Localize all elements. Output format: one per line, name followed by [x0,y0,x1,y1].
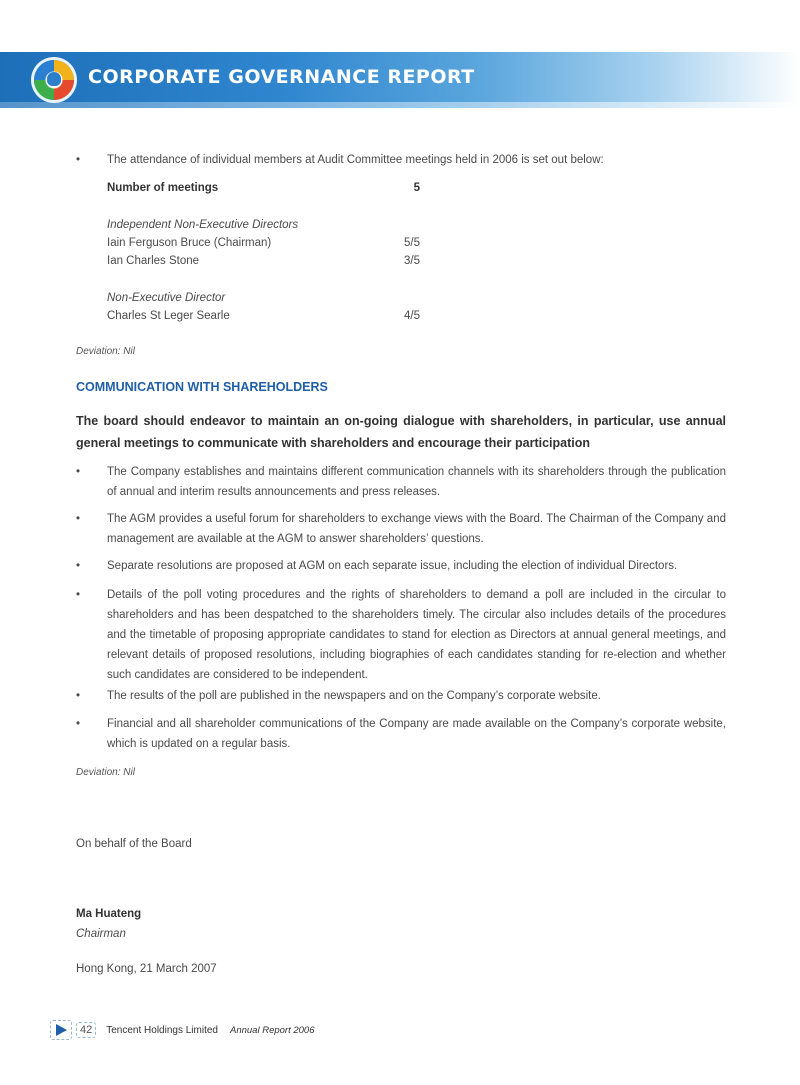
list-item [76,556,726,576]
signatory-name: Ma Huateng [76,908,142,920]
attendance-value: 4/5 [404,310,420,322]
bullet-text: The Company establishes and maintains different communication channels with its shareholders through the publication of annual and interim results announcements and press releases. [107,466,726,498]
group-title: Independent Non-Executive Directors [107,219,299,231]
list-item [76,462,726,502]
meetings-value: 5 [413,182,420,194]
company-name: Tencent Holdings Limited [106,1024,218,1036]
attendance-group-2 [107,289,420,325]
bullet-icon: • [76,690,81,702]
bullet-icon: • [76,513,81,525]
table-row [107,252,420,270]
list-item [76,509,726,549]
bullet-text: The results of the poll are published in the newspapers and on the Company’s corporate website. [107,690,601,702]
director-name: Charles St Leger Searle [107,310,230,322]
table-row [107,307,420,325]
report-name: Annual Report 2006 [229,1024,315,1036]
list-item [76,686,726,706]
director-name: Ian Charles Stone [107,255,200,267]
page-footer [50,1020,315,1040]
list-item [76,714,726,754]
bullet-text: Financial and all shareholder communications of the Company are made available on the Company’s corporate website, which is updated on a regular basis. [107,718,726,750]
bullet-icon: • [76,154,81,166]
on-behalf-text: On behalf of the Board [76,838,192,850]
tencent-logo-icon [34,60,74,100]
bullet-icon: • [76,560,81,572]
bullet-icon: • [76,466,81,478]
signatory-title: Chairman [76,928,126,940]
bullet-icon: • [76,589,81,601]
table-row [107,179,420,197]
section-subheading: The board should endeavor to maintain an on-going dialogue with shareholders, in particular, use annual general meetings to communicate with shareholders and encourage their participation [76,414,726,450]
deviation-note: Deviation: Nil [76,767,135,778]
bullet-icon: • [76,718,81,730]
attendance-table [107,179,420,197]
section-heading: COMMUNICATION WITH SHAREHOLDERS [76,380,328,394]
attendance-group-1 [107,216,420,270]
list-item [76,585,726,685]
page-number: 42 [76,1022,96,1038]
attendance-value: 3/5 [404,255,420,267]
bullet-text: Separate resolutions are proposed at AGM on each separate issue, including the election of individual Directors. [107,560,678,572]
page-title: CORPORATE GOVERNANCE REPORT [88,66,475,88]
attendance-intro: The attendance of individual members at Audit Committee meetings held in 2006 is set out below: [107,154,604,166]
play-arrow-icon [50,1020,72,1040]
bullet-text: Details of the poll voting procedures and the rights of shareholders to demand a poll are included in the circular to shareholders and has been despatched to the shareholders timely. The circular also includes details of the procedures and the timetable of proposing appropriate candidates to stand for election as Directors at annual general meetings, and relevant details of proposed resolutions, including biographies of each candidates standing for re-election and whether such candidates are considered to be independent. [107,589,726,681]
group-title: Non-Executive Director [107,292,226,304]
bullet-text: The AGM provides a useful forum for shareholders to exchange views with the Board. The Chairman of the Company and management are available at the AGM to answer shareholders’ questions. [107,513,726,545]
deviation-note: Deviation: Nil [76,346,135,357]
list-item [76,150,726,170]
director-name: Iain Ferguson Bruce (Chairman) [107,237,272,249]
place-date: Hong Kong, 21 March 2007 [76,963,217,975]
meetings-label: Number of meetings [107,182,219,194]
table-row [107,234,420,252]
attendance-value: 5/5 [404,237,420,249]
